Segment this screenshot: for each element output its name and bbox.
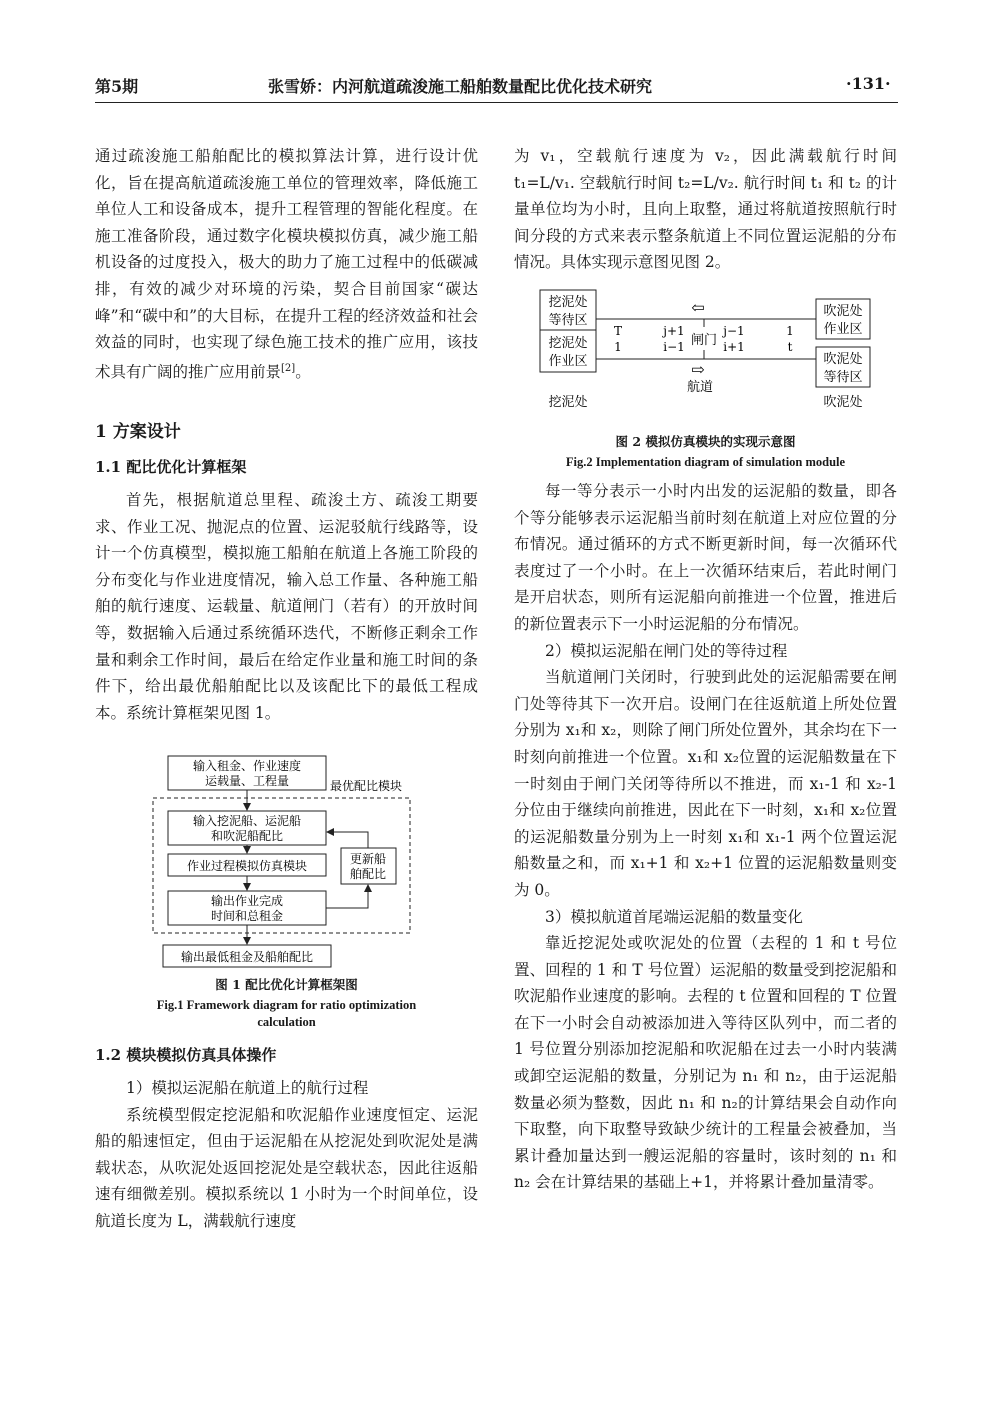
- fig1-caption-en-1: Fig.1 Framework diagram for ratio optimization: [156, 998, 417, 1012]
- intro-paragraph: 通过疏浚施工船舶配比的模拟算法计算，进行设计优化，旨在提高航道疏浚施工单位的管理效率，降低施工单位人工和设备成本，提升工程管理的智能化程度。在施工准备阶段，通过数字化模块模拟仿真，减少施工船机设备的过度投入，极大的助力了施工过程中的低碳减排，有效的减少对环境的污染，契合目前国家“碳达峰”和“碳中和”的大目标，在提升工程的经济效益和社会效益的同时，也实现了绿色施工技术的推广应用，该技术具有广阔的推广应用前景[2]。: [95, 147, 478, 381]
- dredge-work-l1: 挖泥处: [548, 336, 588, 351]
- figure-1-framework: [150, 752, 425, 972]
- pos-1-right: 1: [786, 324, 794, 338]
- left-bottom-text: [95, 1075, 478, 1235]
- item1-heading: 1）模拟运泥船在航道上的航行过程: [126, 1079, 369, 1097]
- sim-box-label: 作业过程模拟仿真模块: [186, 859, 308, 873]
- left-intro: [95, 143, 478, 386]
- dredge-site-label: 挖泥处: [548, 395, 588, 410]
- return-arrow-icon: ⇦: [691, 298, 705, 317]
- outbound-arrow-icon: ⇨: [691, 360, 705, 379]
- output-box-line2: 时间和总租金: [210, 909, 284, 923]
- update-box-line1: 更新船: [349, 852, 387, 866]
- blow-wait-l1: 吹泥处: [823, 352, 863, 367]
- issue-number: 第5期: [95, 77, 139, 96]
- pos-t: t: [787, 340, 793, 354]
- blow-site-label: 吹泥处: [823, 395, 863, 410]
- item1-paragraph: 系统模型假定挖泥船和吹泥船作业速度恒定、运泥船的船速恒定，但由于运泥船在从挖泥处到吹泥处是满载状态，从吹泥处返回挖泥处是空载状态，因此往返船速有细微差别。模拟系统以 1 小时为一个时间单位，设航道长度为 L，满载航行速度: [95, 1105, 478, 1230]
- update-box-line2: 舶配比: [349, 867, 387, 881]
- item3-heading: 3）模拟航道首尾端运泥船的数量变化: [545, 907, 803, 926]
- item2-heading: 2）模拟运泥船在闸门处的等待过程: [545, 641, 788, 660]
- fig1-caption-cn: 图 1 配比优化计算框架图: [215, 977, 358, 992]
- pos-i-minus: i−1: [663, 340, 685, 354]
- blow-work-l2: 作业区: [823, 322, 863, 337]
- pos-1-left: 1: [614, 340, 622, 354]
- continued-paragraph: 为 v₁，空载航行速度为 v₂，因此满载航行时间 t₁=L/v₁. 空载航行时间 t₂=L/v₂. 航行时间 t₁ 和 t₂ 的计量单位均为小时，且向上取整，通过将航道按照航行时间分段的方式来表示整条航道上不同位置运泥船的分布情况。具体实现示意图见图 2。: [514, 147, 897, 272]
- blow-wait-l2: 等待区: [823, 370, 863, 385]
- pos-j-plus: j+1: [663, 324, 685, 338]
- framework-text: [95, 487, 478, 726]
- output-box-line1: 输出作业完成: [210, 894, 284, 908]
- running-title: 张雪娇：内河航道疏浚施工船舶数量配比优化技术研究: [268, 77, 653, 96]
- fig2-caption-en: Fig.2 Implementation diagram of simulation module: [565, 455, 846, 469]
- section-1-1-heading: 1.1 配比优化计算框架: [95, 458, 247, 476]
- section-1-heading: 1 方案设计: [95, 422, 181, 442]
- item2-paragraph: 当航道闸门关闭时，行驶到此处的运泥船需要在闸门处等待其下一次开启。设闸门在往返航道上所处位置分别为 x₁和 x₂，则除了闸门所处位置外，其余均在下一时刻向前推进一个位置。x₁和 x₂位置的运泥船数量在下一时刻由于闸门关闭等待所以不推进，而 x₁-1 和 x₂-1 分位由于继续向前推进，因此在下一时刻，x₁和 x₂位置的运泥船数量分别为上一时刻 x₁和 x₁-1 两个位置运泥船数量之和，而 x₁+1 和 x₂+1 位置的运泥船数量则变为 0。: [514, 668, 897, 899]
- channel-label: 航道: [686, 380, 714, 395]
- right-bottom-text: [514, 478, 897, 1196]
- input-box-line1: 输入租金、作业速度: [192, 759, 302, 773]
- ratio-box-line1: 输入挖泥船、运泥船: [192, 814, 302, 828]
- fig2-paragraph: 每一等分表示一小时内出发的运泥船的数量，即各个等分能够表示运泥船当前时刻在航道上对应位置的分布情况。通过循环的方式不断更新时间，每一次循环代表度过了一个小时。在上一次循环结束后，若此时闸门是开启状态，则所有运泥船向前推进一个位置，推进后的新位置表示下一小时运泥船的分布情况。: [514, 482, 897, 633]
- blow-work-l1: 吹泥处: [823, 304, 863, 319]
- module-label: 最优配比模块: [330, 779, 403, 793]
- dredge-wait-l1: 挖泥处: [548, 295, 588, 310]
- item3-paragraph: 靠近挖泥处或吹泥处的位置（去程的 1 和 t 号位置、回程的 1 和 T 号位置）运泥船的数量受到挖泥船和吹泥船作业速度的影响。去程的 t 位置和回程的 T 位置在下一小时会自动被添加进入等待区队列中，而二者的 1 号位置分别添加挖泥船和吹泥船在过去一小时内装满或卸空运泥船的数量，分别记为 n₁ 和 n₂，由于运泥船数量必须为整数，因此 n₁ 和 n₂的计算结果会自动作向下取整，向下取整导致缺少统计的工程量会被叠加，当累计叠加量达到一艘运泥船的容量时，该时刻的 n₁ 和 n₂ 会在计算结果的基础上+1，并将累计叠加量清零。: [514, 934, 897, 1192]
- input-box-line2: 运载量、工程量: [204, 774, 290, 788]
- page-number: ·131·: [846, 74, 891, 93]
- figure-2-simulation: [538, 287, 878, 417]
- pos-i-plus: i+1: [723, 340, 745, 354]
- final-box-label: 输出最低租金及船舶配比: [180, 950, 314, 964]
- citation: [2]: [281, 362, 296, 374]
- fig2-caption-cn: 图 2 模拟仿真模块的实现示意图: [615, 434, 796, 449]
- dredge-wait-l2: 等待区: [548, 313, 588, 328]
- right-top-text: [514, 143, 897, 276]
- ratio-box-line2: 和吹泥船配比: [210, 829, 284, 843]
- gate-label: 闸门: [690, 333, 718, 348]
- framework-paragraph: 首先，根据航道总里程、疏浚土方、疏浚工期要求、作业工况、抛泥点的位置、运泥驳航行线路等，设计一个仿真模型，模拟施工船舶在航道上各施工阶段的分布变化与作业进度情况，输入总工作量、各种施工船舶的航行速度、运载量、航道闸门（若有）的开放时间等，数据输入后通过系统循环迭代，不断修正剩余工作量和剩余工作时间，最后在给定作业量和施工时间的条件下，给出最优船舶配比以及该配比下的最低工程成本。系统计算框架见图 1。: [95, 491, 478, 722]
- pos-j-minus: j−1: [723, 324, 745, 338]
- header-rule: [95, 102, 898, 103]
- dredge-work-l2: 作业区: [548, 354, 588, 369]
- fig1-caption-en-2: calculation: [257, 1015, 316, 1029]
- section-1-2-heading: 1.2 模块模拟仿真具体操作: [95, 1046, 277, 1064]
- pos-T: T: [613, 324, 623, 338]
